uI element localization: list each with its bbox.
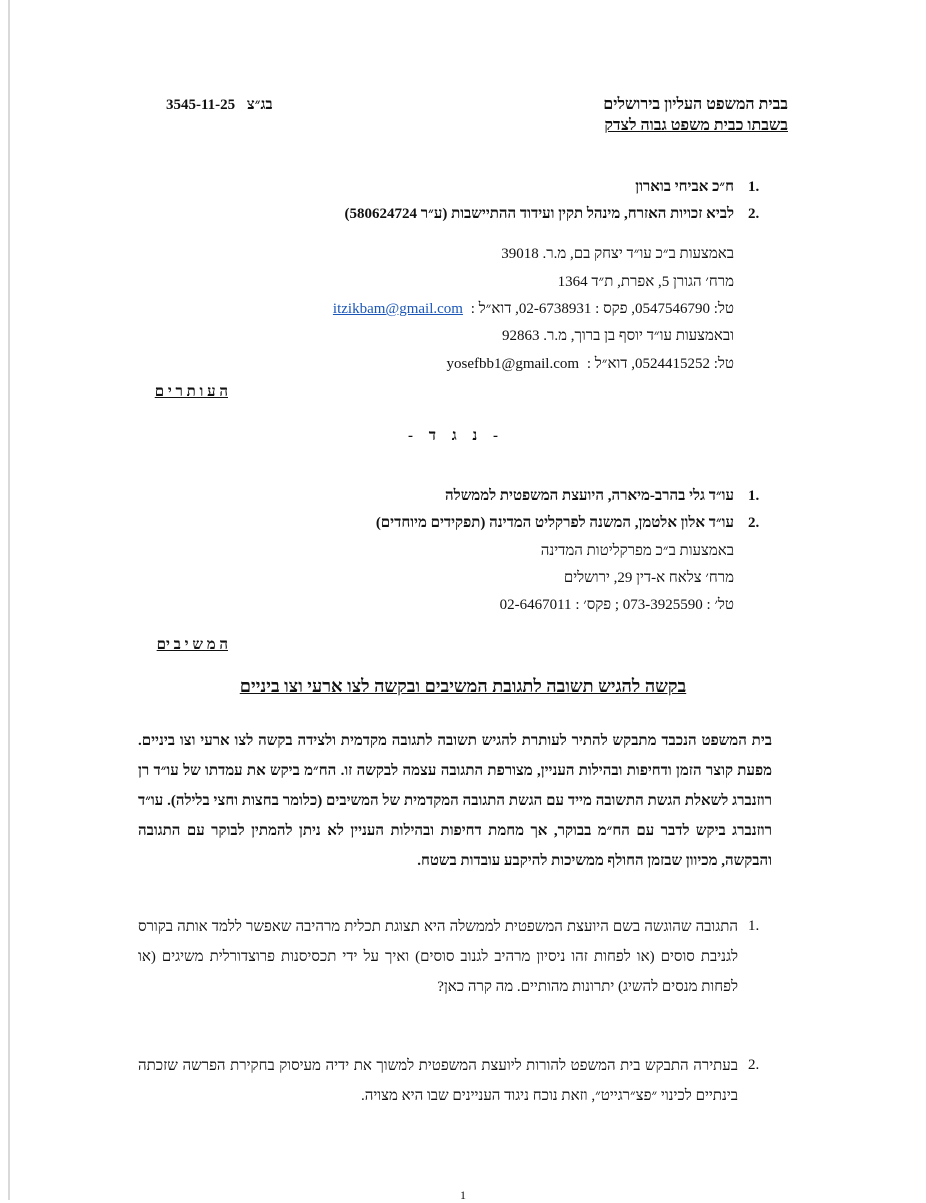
petitioner-num-1: 1. — [748, 179, 760, 195]
case-number: 3545-11-25 — [166, 97, 236, 113]
petitioner-num-2: 2. — [748, 206, 760, 222]
case-label: בג״צ — [246, 97, 273, 113]
lawyer1-email-link[interactable]: itzikbam@gmail.com — [332, 301, 463, 317]
versus-label: - נ ג ד - — [408, 428, 505, 444]
petitioner-2: לביא זכויות האזרח, מינהל תקין ועידוד ההתיישבות (ע״ר 580624724) — [344, 206, 734, 222]
respondent-num-2: 2. — [748, 515, 760, 531]
respondents-label: ה מ ש י ב ים — [156, 637, 228, 653]
lawyer1-address: מרח׳ הגורן 5, אפרת, ת״ד 1364 — [557, 274, 734, 290]
paragraph-1: התגובה שהוגשה בשם היועצת המשפטית לממשלה היא תצוגת תכלית מרהיבה שאפשר ללמד אותה בקורס לגניבת סוסים (או לפחות זהו ניסיון מרהיב לגנוב סוסים) ואיך על ידי תכסיסנות פרוצדורלית משיגים (או לפחות מנסים להשיג) יתרונות מהותיים. מה קרה כאן? — [138, 919, 738, 995]
respondents-counsel: באמצעות ב״כ מפרקליטות המדינה — [540, 543, 734, 559]
court-name: בבית המשפט העליון בירושלים — [603, 96, 788, 113]
paragraph-num-1: 1. — [748, 918, 760, 934]
lawyer1-phones: טל: 0547546790, פקס : 02-6738931, דוא״ל : — [470, 301, 734, 317]
respondents-phones: טל׳ : 073-3925590 ; פקס׳ : 02-6467011 — [499, 597, 734, 613]
lawyer2-email: yosefbb1@gmail.com — [446, 356, 580, 372]
respondent-num-1: 1. — [748, 488, 760, 504]
page-number: 1 — [460, 1188, 466, 1202]
intro-paragraph: בית המשפט הנכבד מתבקש להתיר לעותרת להגיש תשובה לתגובה מקדמית ולצידה בקשה לצו ארעי וצו ביניים. מפעת קוצר הזמן ודחיפות ובהילות העניין, מצורפת התגובה עצמה לבקשה זו. הח״מ ביקש את עמדתו של עו״ד רן רוזנברג לשאלת הגשת התשובה מייד עם הגשת התגובה המקדמית של המשיבים (כלומר בחצות וחצי בלילה). עו״ד רוזנברג ביקש לדבר עם הח״מ בבוקר, אך מחמת דחיפות ובהילות העניין לא ניתן להמתין לבוקר עם התגובה והבקשה, מכיוון שבזמן החולף ממשיכות להיקבע עובדות בשטח. — [138, 733, 772, 869]
case-id — [166, 97, 273, 114]
lawyer1-name: באמצעות ב״כ עו״ד יצחק בם, מ.ר. 39018 — [501, 246, 734, 262]
lawyer2-contact — [447, 356, 734, 373]
document-title: בקשה להגיש תשובה לתגובת המשיבים ובקשה לצו ארעי וצו ביניים — [239, 676, 687, 696]
respondents-address: מרח׳ צלאח א-דין 29, ירושלים — [563, 570, 734, 586]
court-capacity: בשבתו כבית משפט גבוה לצדק — [604, 117, 788, 134]
page-edge — [8, 0, 10, 1200]
petitioners-label: ה ע ו ת ר י ם — [154, 384, 228, 400]
respondent-1: עו״ד גלי בהרב-מיארה, היועצת המשפטית לממשלה — [445, 488, 734, 504]
lawyer2-phones: טל: 0524415252, דוא״ל : — [586, 356, 734, 372]
lawyer1-contact — [333, 301, 734, 318]
lawyer2-name: ובאמצעות עו״ד יוסף בן ברוך, מ.ר. 92863 — [502, 328, 734, 344]
petitioner-1: ח״כ אביחי בוארון — [635, 179, 734, 195]
paragraph-num-2: 2. — [748, 1057, 760, 1073]
respondent-2: עו״ד אלון אלטמן, המשנה לפרקליט המדינה (תפקידים מיוחדים) — [375, 515, 734, 531]
paragraph-2: בעתירה התבקש בית המשפט להורות ליועצת המשפטית למשוך את ידיה מעיסוק בחקירת הפרשה שזכתה בינתיים לכינוי ״פצ״רגייט״, וזאת נוכח ניגוד העניינים שבו היא מצויה. — [138, 1058, 738, 1104]
